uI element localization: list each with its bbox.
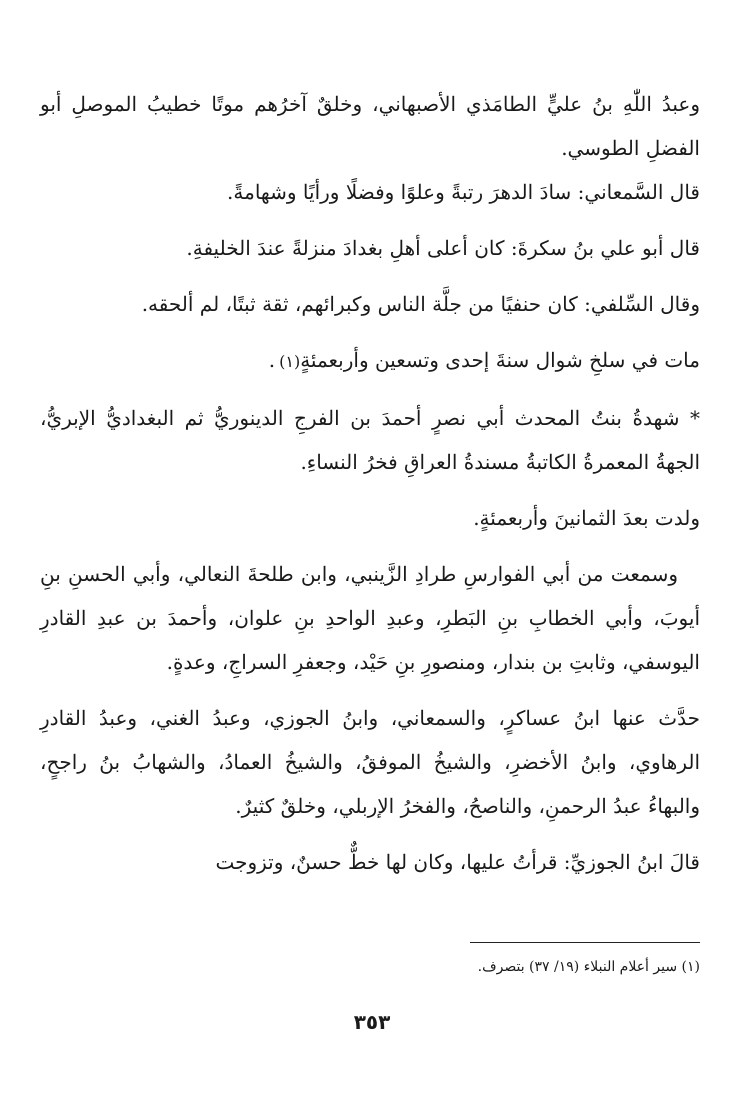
paragraph-7: ولدت بعدَ الثمانينَ وأربعمئةٍ. bbox=[473, 506, 700, 530]
footnote-text: (١) سير أعلام النبلاء (١٩/ ٣٧) بتصرف. bbox=[477, 959, 700, 975]
paragraph-8: وسمعت من أبي الفوارسِ طرادِ الزَّينبي، وابن طلحةَ النعالي، وأبي الحسنِ بنِ أيوبَ، وأبي الخطابِ بنِ البَطرِ، وعبدِ الواحدِ بنِ علوان، وأحمدَ بن عبدِ القادرِ اليوسفي، وثابتِ بن بندار، ومنصورِ بنِ حَيْد، وجعفرِ السراجِ، وعدةٍ. bbox=[40, 562, 700, 674]
footnote-reference: (١) bbox=[279, 352, 301, 371]
page-number: ٣٥٣ bbox=[353, 1010, 391, 1034]
biography-heading-text: شهدةُ بنتُ المحدث أبي نصرٍ أحمدَ بن الفرجِ الدينوريُّ ثم البغداديُّ الإبريُّ، الجهةُ المعمرةُ الكاتبةُ مسندةُ العراقِ فخرُ النساءِ. bbox=[40, 406, 700, 474]
footnote-divider bbox=[470, 942, 700, 943]
main-text bbox=[40, 82, 700, 884]
paragraph-4: وقال السِّلفي: كان حنفيًا من جلَّة الناس وكبرائهم، ثقة ثبتًا، لم ألحقه. bbox=[141, 292, 700, 316]
paragraph-5 bbox=[40, 338, 700, 384]
paragraph-10: قالَ ابنُ الجوزيِّ: قرأتُ عليها، وكان لها خطٌّ حسنٌ، وتزوجت bbox=[215, 850, 700, 874]
paragraph-3: قال أبو علي بنُ سكرةَ: كان أعلى أهلِ بغدادَ منزلةً عندَ الخليفةِ. bbox=[186, 236, 700, 260]
sentence-end: . bbox=[268, 348, 276, 372]
paragraph-2: قال السَّمعاني: سادَ الدهرَ رتبةً وعلوًا وفضلًا ورأيًا وشهامةً. bbox=[227, 180, 700, 204]
death-date-text: مات في سلخِ شوال سنةَ إحدى وتسعين وأربعمئةٍ bbox=[300, 348, 700, 372]
paragraph-6 bbox=[40, 396, 700, 484]
section-star-icon: * bbox=[690, 406, 700, 430]
paragraph-9: حدَّث عنها ابنُ عساكرٍ، والسمعاني، وابنُ الجوزي، وعبدُ الغني، وعبدُ القادرِ الرهاوي، وابنُ الأخضرِ، والشيخُ الموفقُ، والشيخُ العمادُ، والشهابُ بنُ راجحٍ، والبهاءُ عبدُ الرحمنِ، والناصحُ، والفخرُ الإربلي، وخلقٌ كثيرٌ. bbox=[40, 706, 701, 818]
paragraph-1: وعبدُ اللّٰهِ بنُ عليٍّ الطامَذي الأصبهاني، وخلقٌ آخرُهم موتًا خطيبُ الموصلِ أبو الفضلِ الطوسي. bbox=[40, 92, 700, 160]
